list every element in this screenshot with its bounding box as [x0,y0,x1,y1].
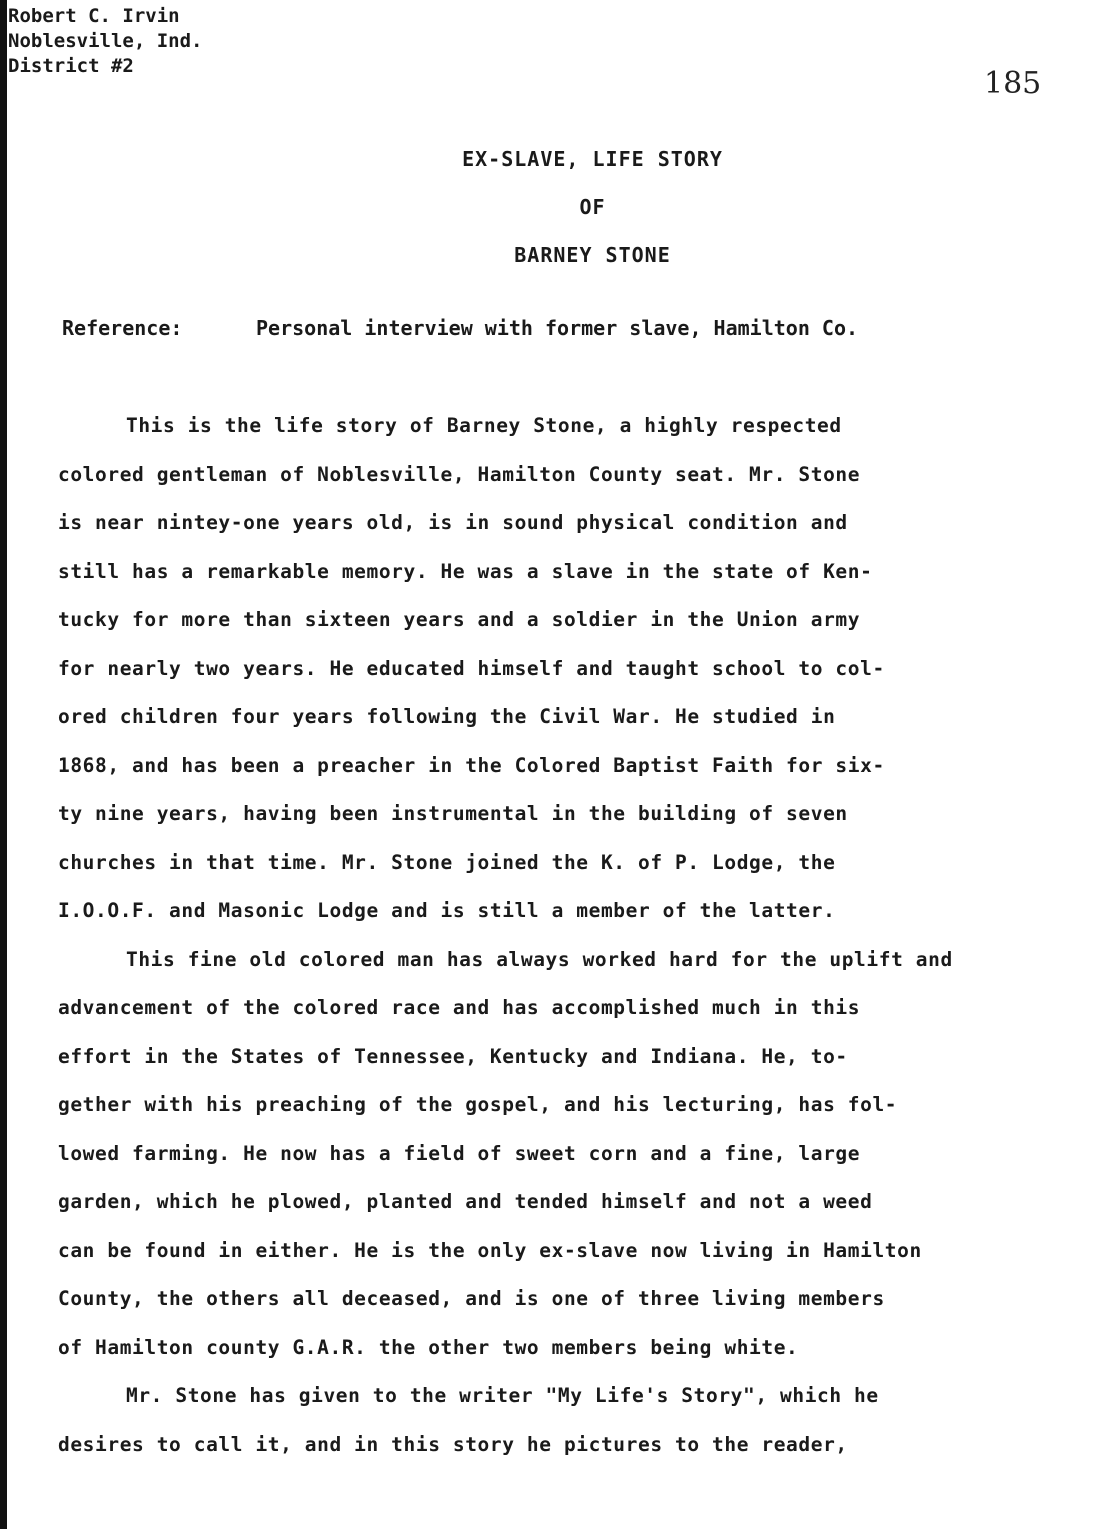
body-line: can be found in either. He is the only ex-slave now living in Hamilton [58,1238,922,1262]
body-line: effort in the States of Tennessee, Kentucky and Indiana. He, to- [58,1044,848,1068]
body-line: colored gentleman of Noblesville, Hamilton County seat. Mr. Stone [58,462,861,486]
reference-label: Reference: [62,316,183,340]
body-line: of Hamilton county G.A.R. the other two members being white. [58,1335,799,1359]
body-line: County, the others all deceased, and is one of three living members [58,1287,885,1310]
author-location: Noblesville, Ind. [8,30,203,52]
reference-line [62,316,858,340]
document-title: EX-SLAVE, LIFE STORY [462,147,723,171]
body-line: for nearly two years. He educated himself and taught school to col- [58,656,885,680]
scan-edge-border [0,0,7,1529]
body-line: This fine old colored man has always worked hard for the uplift and [126,947,953,971]
body-line: tucky for more than sixteen years and a soldier in the Union army [58,608,861,631]
body-line: lowed farming. He now has a field of sweet corn and a fine, large [58,1141,861,1165]
document-subject-name: BARNEY STONE [514,243,671,267]
author-district: District #2 [8,55,134,77]
author-name: Robert C. Irvin [8,5,180,27]
reference-text: Personal interview with former slave, Hamilton Co. [256,316,859,340]
body-line: is near nintey-one years old, is in sound physical condition and [58,511,848,534]
body-line: I.O.O.F. and Masonic Lodge and is still a member of the latter. [58,899,836,922]
body-line: still has a remarkable memory. He was a slave in the state of Ken- [58,559,873,583]
author-header [8,4,202,79]
body-line: ty nine years, having been instrumental in the building of seven [58,802,848,825]
body-line: 1868, and has been a preacher in the Colored Baptist Faith for six- [58,753,885,777]
body-line: Mr. Stone has given to the writer "My Life's Story", which he [126,1384,879,1407]
body-line: garden, which he plowed, planted and tended himself and not a weed [58,1190,873,1213]
body-line: This is the life story of Barney Stone, a highly respected [126,414,842,437]
page-number: 185 [984,66,1042,101]
body-line: ored children four years following the Civil War. He studied in [58,705,836,728]
body-line: churches in that time. Mr. Stone joined the K. of P. Lodge, the [58,850,836,874]
body-line: advancement of the colored race and has accomplished much in this [58,996,861,1019]
body-text [58,408,953,1475]
document-title-of: OF [579,195,606,219]
body-line: gether with his preaching of the gospel, and his lecturing, has fol- [58,1093,898,1116]
body-line: desires to call it, and in this story he pictures to the reader, [58,1432,848,1456]
